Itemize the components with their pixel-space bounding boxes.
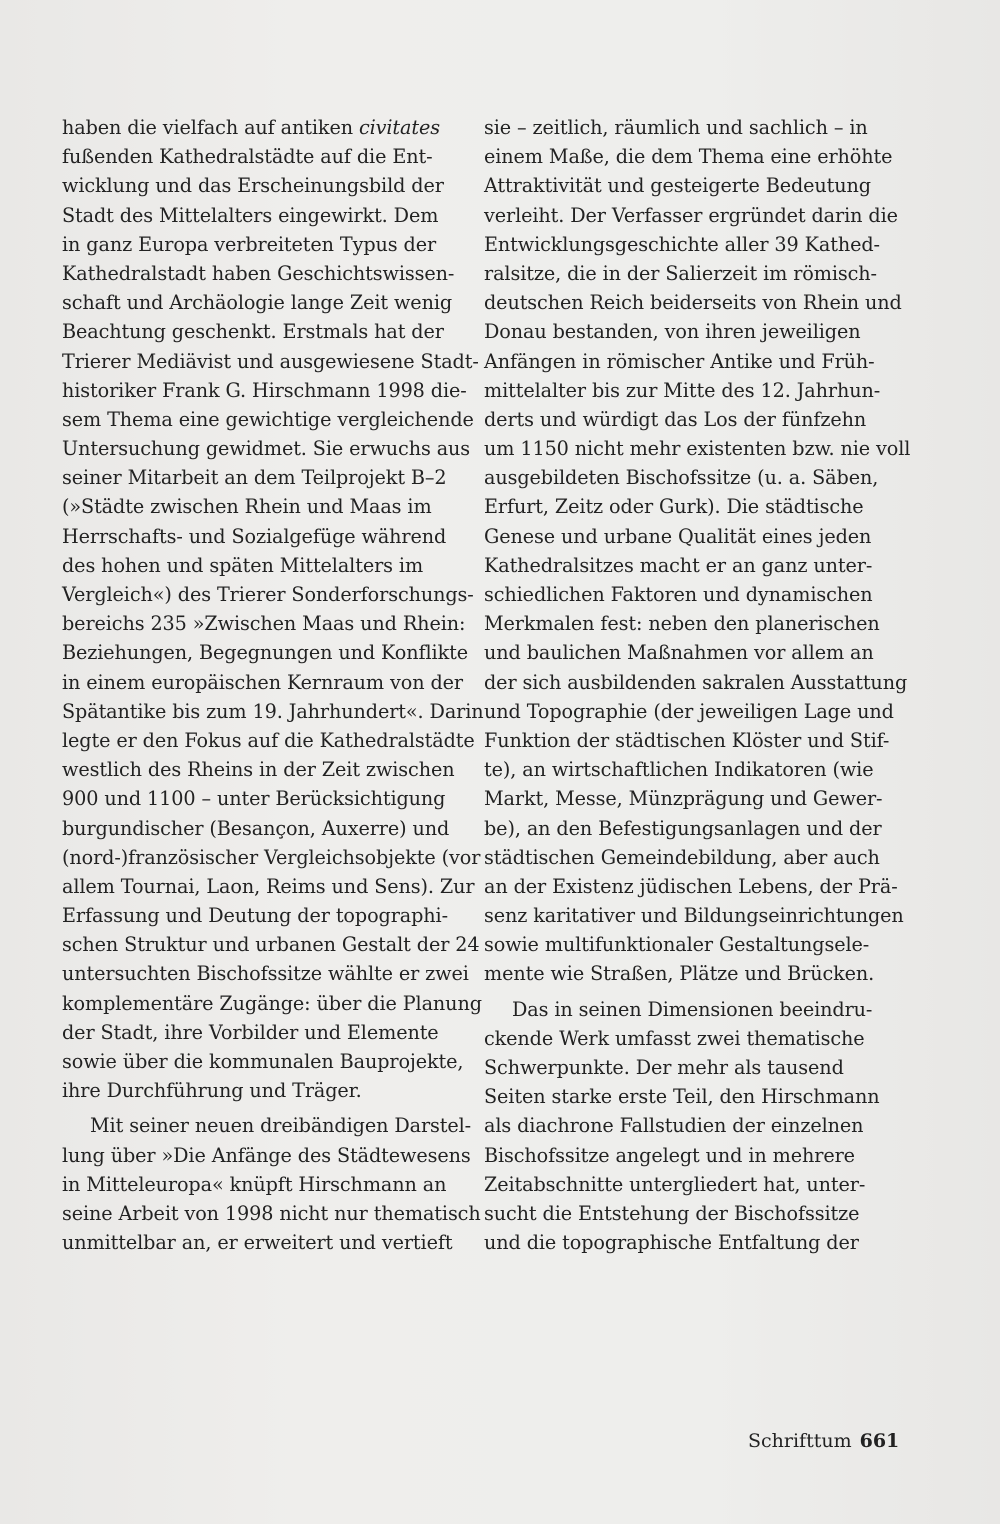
text-line: bereichs 235 »Zwischen Maas und Rhein:	[62, 612, 466, 636]
text-line: sucht die Entstehung der Bischofssitze	[484, 1201, 860, 1225]
text-line: untersuchten Bischofssitze wählte er zwei	[62, 962, 469, 986]
text-line: senz karitativer und Bildungseinrichtungen	[484, 904, 904, 928]
text-line: der sich ausbildenden sakralen Ausstattung	[484, 670, 908, 694]
text-line: Stadt des Mittelalters eingewirkt. Dem	[62, 203, 439, 227]
text-line: und die topographische Entfaltung der	[484, 1231, 859, 1255]
right-paragraph-2	[484, 995, 884, 1258]
text-line: schaft und Archäologie lange Zeit wenig	[62, 291, 453, 315]
text-line: Trierer Mediävist und ausgewiesene Stadt-	[62, 349, 479, 373]
italic-term: civitates	[358, 116, 440, 139]
right-paragraph-1	[484, 113, 911, 989]
text-line: Entwicklungsgeschichte aller 39 Kathed-	[484, 232, 880, 256]
text-line: Beziehungen, Begegnungen und Konflikte	[62, 641, 468, 665]
text-line: Zeitabschnitte untergliedert hat, unter-	[484, 1172, 866, 1196]
text-line: als diachrone Fallstudien der einzelnen	[484, 1114, 864, 1138]
text-line: sem Thema eine gewichtige vergleichende	[62, 407, 474, 431]
text-line: Bischofssitze angelegt und in mehrere	[484, 1143, 855, 1167]
text-line: Spätantike bis zum 19. Jahrhundert«. Darin	[62, 699, 484, 723]
text-line: ihre Durchführung und Träger.	[62, 1079, 362, 1103]
text-line: Erfurt, Zeitz oder Gurk). Die städtische	[484, 495, 864, 519]
text-line: (nord-)französischer Vergleichsobjekte (vor	[62, 845, 481, 869]
text-line: deutschen Reich beiderseits von Rhein und	[484, 291, 902, 315]
text-line: ausgebildeten Bischofssitze (u. a. Säben,	[484, 466, 879, 490]
text-line: Kathedralstadt haben Geschichtswissen-	[62, 261, 455, 285]
text-line: komplementäre Zugänge: über die Planung	[62, 991, 482, 1015]
text-line: und Topographie (der jeweiligen Lage und	[484, 699, 894, 723]
text-line: in ganz Europa verbreiteten Typus der	[62, 232, 437, 256]
left-paragraph-1	[62, 142, 484, 1105]
text-line: allem Tournai, Laon, Reims und Sens). Zur	[62, 874, 475, 898]
text-line: schiedlichen Faktoren und dynamischen	[484, 583, 873, 606]
text-line: Das in seinen Dimensionen beeindru-	[512, 997, 873, 1021]
text-line: ralsitze, die in der Salierzeit im römisch-	[484, 261, 877, 285]
text-line: burgundischer (Besançon, Auxerre) und	[62, 816, 450, 840]
page-number: 661	[859, 1430, 900, 1452]
text-line: Attraktivität und gesteigerte Bedeutung	[484, 174, 871, 198]
text-line: Anfängen in römischer Antike und Früh-	[484, 349, 875, 373]
text-line: Markt, Messe, Münzprägung und Gewer-	[484, 787, 883, 811]
text-line: in Mitteleuropa« knüpft Hirschmann an	[62, 1172, 447, 1196]
text-line: sowie multifunktionaler Gestaltungsele-	[484, 933, 870, 957]
text-line: verleiht. Der Verfasser ergründet darin die	[484, 203, 898, 227]
text-line: des hohen und späten Mittelalters im	[62, 553, 424, 577]
left-paragraph-2	[62, 1111, 481, 1257]
text-line: städtischen Gemeindebildung, aber auch	[484, 845, 880, 869]
text-line: Mit seiner neuen dreibändigen Darstel-	[90, 1114, 472, 1138]
section-title: Schrifttum	[748, 1430, 852, 1452]
text-line: Seiten starke erste Teil, den Hirschmann	[484, 1085, 880, 1109]
text-line: um 1150 nicht mehr existenten bzw. nie voll	[484, 437, 911, 461]
text-line: der Stadt, ihre Vorbilder und Elemente	[62, 1020, 439, 1044]
text-line: Erfassung und Deutung der topographi-	[62, 904, 448, 928]
text-line: derts und würdigt das Los der fünfzehn	[484, 407, 867, 431]
text-line: Untersuchung gewidmet. Sie erwuchs aus	[62, 437, 471, 461]
text-line: in einem europäischen Kernraum von der	[62, 670, 463, 694]
text-run: haben die vielfach auf antiken	[62, 116, 359, 139]
text-line: mittelalter bis zur Mitte des 12. Jahrhun-	[484, 378, 881, 402]
text-line: einem Maße, die dem Thema eine erhöhte	[484, 145, 893, 169]
text-line: Herrschafts- und Sozialgefüge während	[62, 524, 447, 548]
text-line: schen Struktur und urbanen Gestalt der 24	[62, 933, 480, 957]
text-line: westlich des Rheins in der Zeit zwischen	[62, 758, 455, 782]
text-line: Kathedralsitzes macht er an ganz unter-	[484, 553, 873, 577]
text-line: Merkmalen fest: neben den planerischen	[484, 612, 880, 636]
text-line: Beachtung geschenkt. Erstmals hat der	[62, 320, 444, 344]
text-line: fußenden Kathedralstädte auf die Ent-	[62, 145, 433, 169]
text-line: Genese und urbane Qualität eines jeden	[484, 524, 872, 548]
text-line: seiner Mitarbeit an dem Teilprojekt B–2	[62, 466, 447, 490]
text-line: mente wie Straßen, Plätze und Brücken.	[484, 962, 875, 986]
text-line: ckende Werk umfasst zwei thematische	[484, 1026, 865, 1050]
text-line	[62, 113, 462, 142]
text-line: Donau bestanden, von ihren jeweiligen	[484, 320, 861, 344]
text-line: te), an wirtschaftlichen Indikatoren (wie	[484, 758, 874, 782]
right-column	[484, 113, 911, 1257]
text-line: an der Existenz jüdischen Lebens, der Prä-	[484, 874, 898, 898]
text-line: Funktion der städtischen Klöster und Stif-	[484, 728, 890, 752]
text-line: unmittelbar an, er erweitert und vertieft	[62, 1231, 453, 1255]
text-line: (»Städte zwischen Rhein und Maas im	[62, 495, 432, 519]
text-line: sie – zeitlich, räumlich und sachlich – in	[484, 116, 868, 139]
running-footer	[748, 1430, 899, 1452]
text-line: seine Arbeit von 1998 nicht nur thematisch	[62, 1201, 481, 1225]
text-line: 900 und 1100 – unter Berücksichtigung	[62, 787, 446, 811]
text-line: Schwerpunkte. Der mehr als tausend	[484, 1056, 844, 1079]
text-line: wicklung und das Erscheinungsbild der	[62, 174, 444, 198]
text-line: historiker Frank G. Hirschmann 1998 die-	[62, 378, 467, 402]
text-line: Vergleich«) des Trierer Sonderforschungs-	[62, 583, 474, 606]
text-line: lung über »Die Anfänge des Städtewesens	[62, 1143, 471, 1167]
text-line: und baulichen Maßnahmen vor allem an	[484, 641, 874, 665]
text-line: legte er den Fokus auf die Kathedralstädte	[62, 728, 475, 752]
left-column	[62, 113, 484, 1257]
text-line: be), an den Befestigungsanlagen und der	[484, 816, 882, 840]
text-line: sowie über die kommunalen Bauprojekte,	[62, 1050, 464, 1073]
